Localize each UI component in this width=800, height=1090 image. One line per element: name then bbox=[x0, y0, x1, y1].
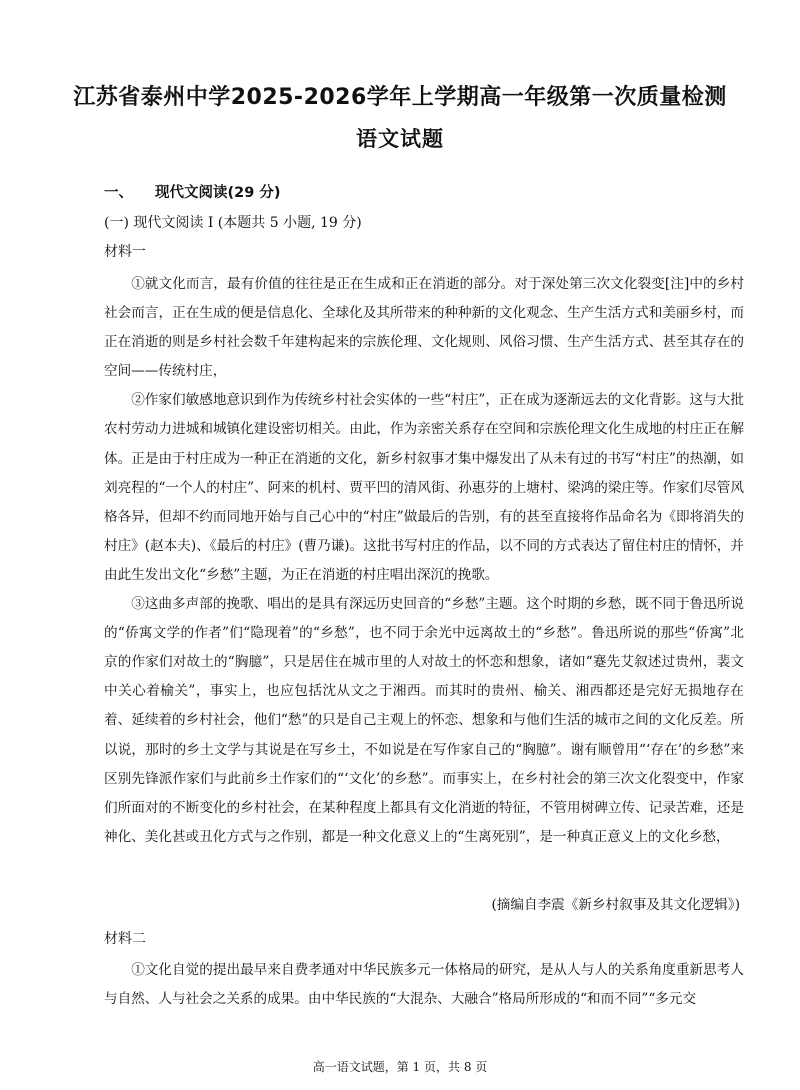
material-one-paragraph-1: ①就文化而言，最有价值的往往是正在生成和正在消逝的部分。对于深处第三次文化裂变[注]中的乡村社会而言，正在生成的便是信息化、全球化及其所带来的种种新的文化观念、生产生活方式和美丽乡村，而正在消逝的则是乡村社会数千年建构起来的宗族伦理、文化规则、风俗习惯、生产生活方式、甚至其存在的空间——传统村庄， bbox=[104, 276, 744, 380]
section-number: 一、 bbox=[104, 185, 133, 201]
page-footer: 高一语文试题，第 1 页，共 8 页 bbox=[312, 1060, 488, 1074]
exam-title: 江苏省泰州中学2025-2026学年上学期高一年级第一次质量检测 bbox=[73, 85, 727, 110]
material-one-label: 材料一 bbox=[104, 244, 146, 260]
section-title: 现代文阅读(29 分) bbox=[155, 185, 281, 201]
material-two-label: 材料二 bbox=[104, 931, 146, 947]
exam-subject-title: 语文试题 bbox=[356, 127, 444, 151]
material-one-paragraph-3: ③这曲多声部的挽歌、唱出的是具有深远历史回音的“乡愁”主题。这个时期的乡愁，既不同于鲁迅所说的“侨寓文学的作者”们“隐现着”的“乡愁”，也不同于余光中远离故土的“乡愁”。鲁迅所说的那些“侨寓”北京的作家们对故土的“胸臆”，只是居住在城市里的人对故土的怀恋和想象，诸如“蹇先艾叙述过贵州，裴文中关心着榆关”，事实上，也应包括沈从文之于湘西。而其时的贵州、榆关、湘西都还是完好无损地存在着、延续着的乡村社会，他们“愁”的只是自己主观上的怀恋、想象和与他们生活的城市之间的文化反差。所以说，那时的乡土文学与其说是在写乡土，不如说是在写作家自己的“胸臆”。谢有顺曾用“‘存在’的乡愁”来区别先锋派作家们与此前乡土作家们的“‘文化’的乡愁”。而事实上，在乡村社会的第三次文化裂变中，作家们所面对的不断变化的乡村社会，在某种程度上都具有文化消逝的特征，不管用树碑立传、记录苦难，还是神化、美化甚或丑化方式与之作别，都是一种文化意义上的“生离死别”，是一种真正意义上的文化乡愁， bbox=[104, 596, 744, 845]
subsection-heading: (一) 现代文阅读 I (本题共 5 小题, 19 分) bbox=[104, 215, 362, 231]
material-one-paragraph-2: ②作家们敏感地意识到作为传统乡村社会实体的一些“村庄”，正在成为逐渐远去的文化背影。这与大批农村劳动力进城和城镇化建设密切相关。由此，作为亲密关系存在空间和宗族伦理文化生成地的村庄正在解体。正是由于村庄成为一种正在消逝的文化，新乡村叙事才集中爆发出了从未有过的书写“村庄”的热潮，如刘亮程的“一个人的村庄”、阿来的机村、贾平凹的清风街、孙惠芬的上塘村、梁鸿的梁庄等。作家们尽管风格各异，但却不约而同地开始与自己心中的“村庄”做最后的告别，有的甚至直接将作品命名为《即将消失的村庄》(赵本夫)、《最后的村庄》(曹乃谦)。这批书写村庄的作品，以不同的方式表达了留住村庄的情怀，并由此生发出文化“乡愁”主题，为正在消逝的村庄唱出深沉的挽歌。 bbox=[104, 392, 744, 583]
section-heading bbox=[104, 181, 280, 202]
material-one-source: (摘编自李震《新乡村叙事及其文化逻辑》) bbox=[491, 897, 740, 913]
material-two-paragraph-1: ①文化自觉的提出最早来自费孝通对中华民族多元一体格局的研究，是从人与人的关系角度重新思考人与自然、人与社会之关系的成果。由中华民族的“大混杂、大融合”格局所形成的“和而不同”“多元交 bbox=[104, 962, 744, 1008]
material-two-body bbox=[104, 956, 744, 1014]
material-one-body bbox=[104, 270, 744, 852]
